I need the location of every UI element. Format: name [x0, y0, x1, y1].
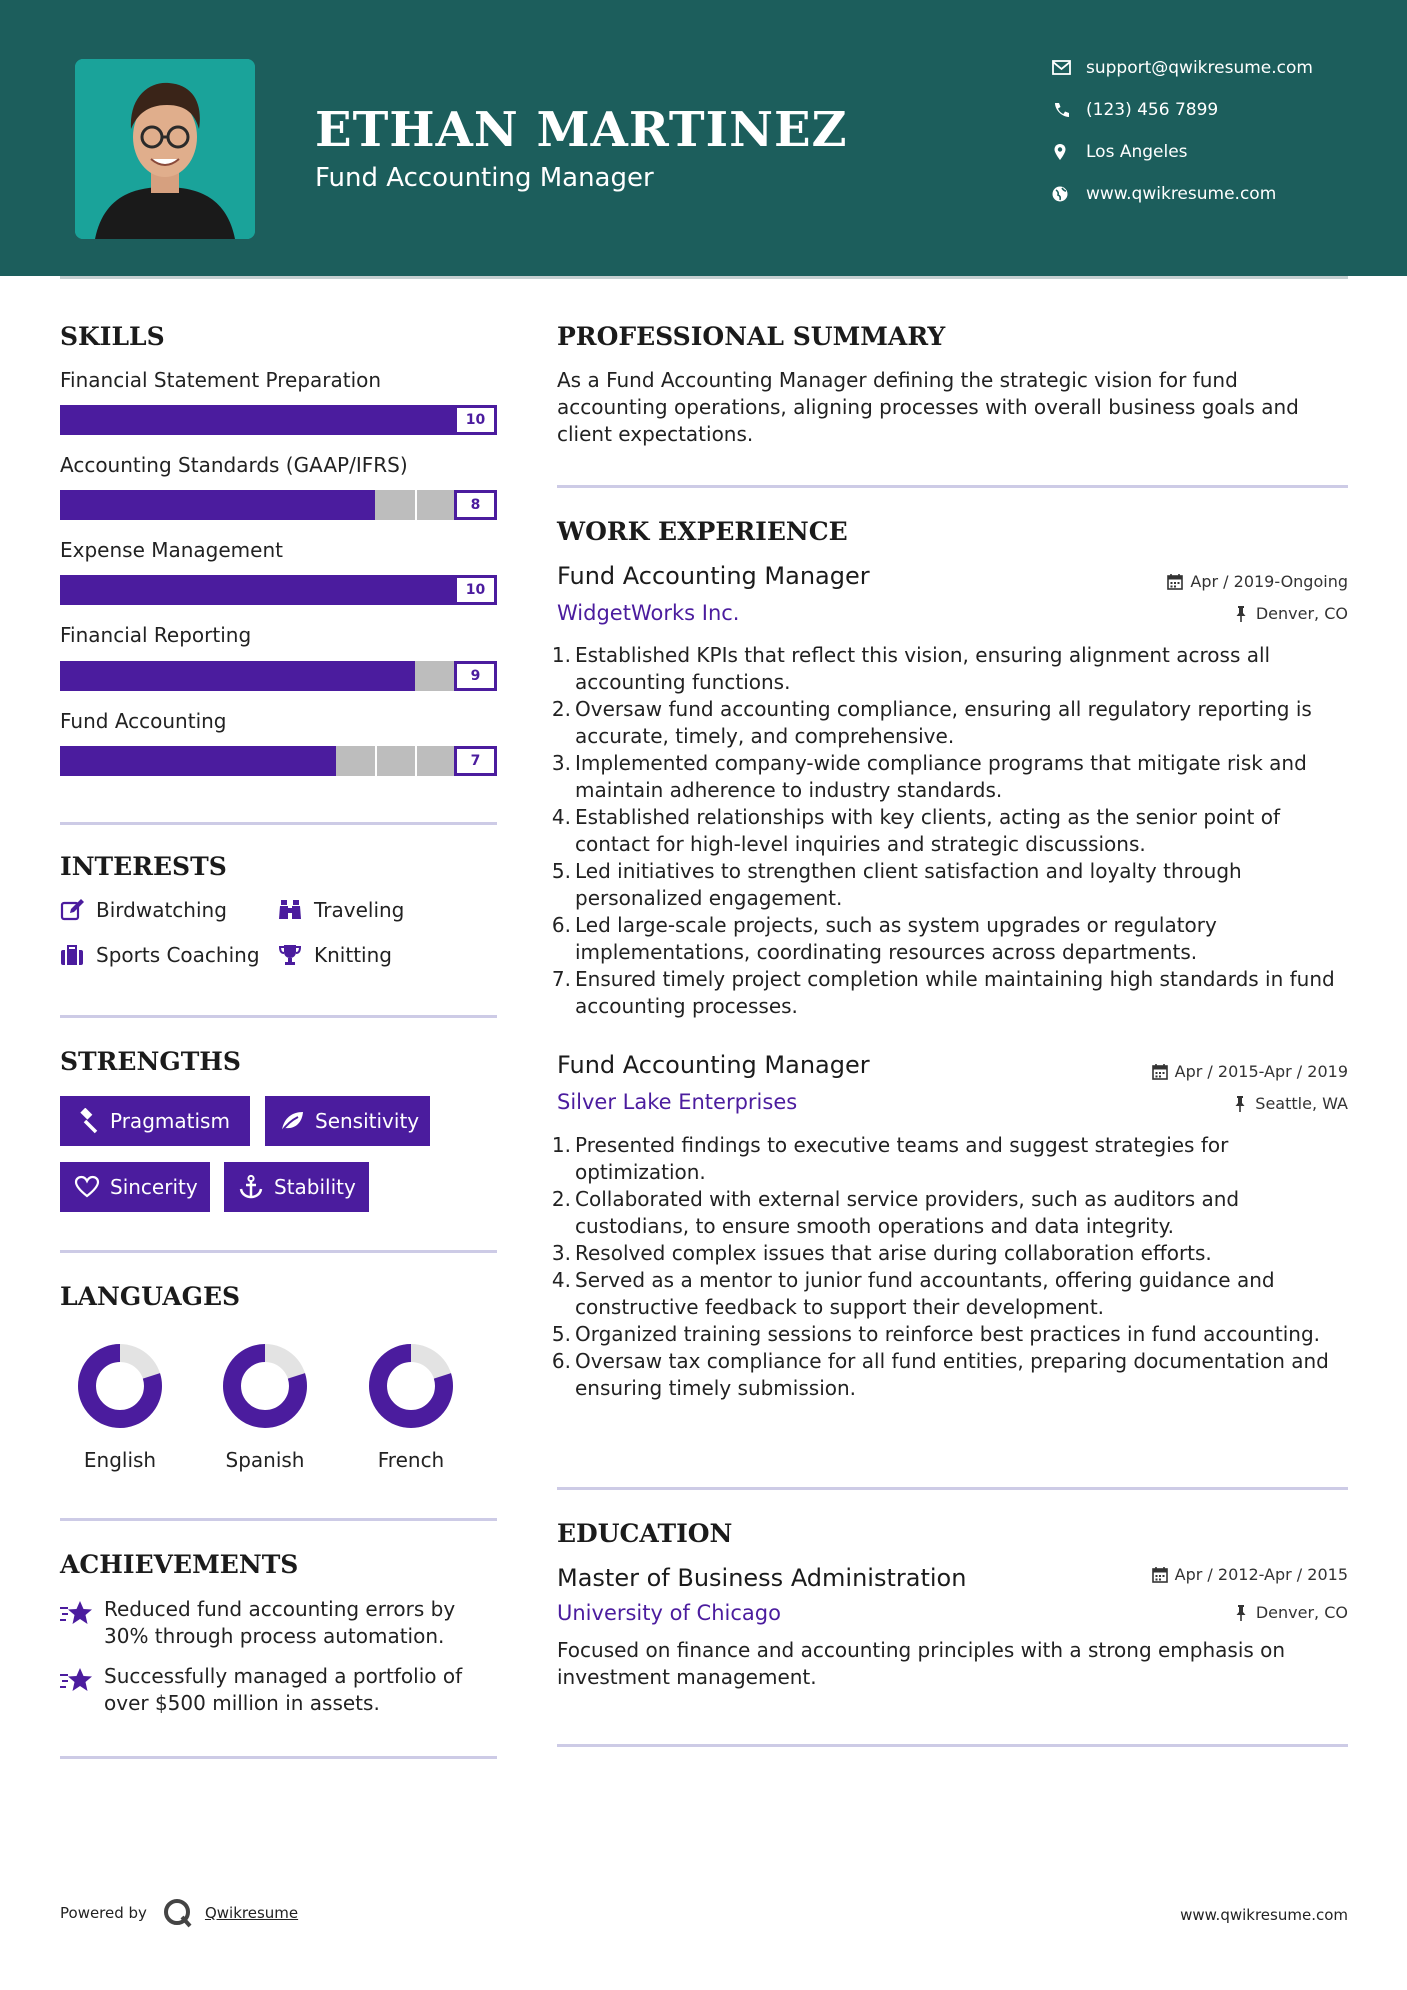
skill-name: Accounting Standards (GAAP/IFRS) — [60, 453, 408, 477]
skill-bar — [60, 575, 497, 605]
responsibility-item: 3. Resolved complex issues that arise during collaboration efforts. — [551, 1241, 1212, 1265]
star-icon — [60, 1598, 94, 1628]
footer-powered-by — [60, 1896, 298, 1930]
skill-bar — [60, 490, 497, 520]
skill-bar-segment — [415, 746, 417, 776]
languages-title: LANGUAGES — [60, 1282, 241, 1311]
experience-title: WORK EXPERIENCE — [557, 517, 848, 546]
summary-title: PROFESSIONAL SUMMARY — [557, 322, 946, 351]
achievement-item — [60, 1663, 500, 1717]
phone-icon — [1050, 100, 1076, 120]
strength-label: Stability — [274, 1175, 356, 1199]
achievement-text: Reduced fund accounting errors by 30% through process automation. — [104, 1597, 456, 1648]
language-level-ring — [221, 1342, 309, 1430]
skill-score: 10 — [454, 405, 497, 435]
strength-badge — [60, 1096, 250, 1146]
interest-label: Knitting — [314, 943, 392, 967]
skill-score: 8 — [454, 490, 497, 520]
interest-item — [60, 898, 227, 922]
strength-badge — [60, 1162, 210, 1212]
language-name: French — [377, 1448, 445, 1472]
strength-badge — [265, 1096, 430, 1146]
job-date — [1166, 572, 1348, 591]
binoculars-icon — [278, 898, 304, 922]
skill-name: Expense Management — [60, 538, 283, 562]
responsibility-item: 5. Organized training sessions to reinforce best practices in fund accounting. — [551, 1322, 1321, 1346]
gavel-icon — [74, 1108, 100, 1134]
resume-header — [0, 0, 1407, 276]
responsibility-item: 1. Established KPIs that reflect this vision, ensuring alignment across all accounting functions. — [551, 643, 1271, 694]
education-description: Focused on finance and accounting principles with a strong emphasis on investment management. — [557, 1638, 1286, 1689]
job-responsibilities — [550, 1132, 1350, 1402]
header-divider — [60, 276, 1348, 279]
envelope-icon — [1050, 58, 1076, 78]
skill-bar — [60, 661, 497, 691]
calendar-icon — [1151, 1063, 1169, 1081]
skill-bar-fill — [60, 405, 454, 435]
skills-title: SKILLS — [60, 322, 165, 351]
interest-label: Sports Coaching — [96, 943, 260, 967]
briefcase-icon — [60, 943, 86, 967]
pushpin-icon — [1232, 1604, 1250, 1622]
section-divider — [557, 485, 1348, 488]
section-divider — [60, 822, 497, 825]
candidate-name: ETHAN MARTINEZ — [315, 102, 848, 158]
interest-item — [278, 943, 392, 967]
responsibility-item: 2. Oversaw fund accounting compliance, ensuring all regulatory reporting is accurate, timely, and comprehensive. — [551, 697, 1312, 748]
section-divider — [557, 1487, 1348, 1490]
responsibility-item: 3. Implemented company-wide compliance programs that mitigate risk and maintain adherence to industry standards. — [551, 751, 1307, 802]
section-divider — [557, 1744, 1348, 1747]
responsibility-item: 6. Led large-scale projects, such as system upgrades or regulatory implementations, coordinating resources across departments. — [551, 913, 1217, 964]
skill-name: Financial Reporting — [60, 623, 252, 647]
achievements-title: ACHIEVEMENTS — [60, 1550, 299, 1579]
interest-label: Traveling — [314, 898, 405, 922]
skill-score: 7 — [454, 746, 497, 776]
skill-name: Fund Accounting — [60, 709, 227, 733]
job-date — [1151, 1062, 1348, 1081]
responsibility-item: 7. Ensured timely project completion while maintaining high standards in fund accounting processes. — [551, 967, 1335, 1018]
heart-icon — [74, 1174, 100, 1200]
education-date-text: Apr / 2012-Apr / 2015 — [1174, 1565, 1348, 1584]
responsibility-item: 4. Established relationships with key clients, acting as the senior point of contact for high-level inquiries and strategic discussions. — [551, 805, 1280, 856]
job-title: Fund Accounting Manager — [557, 1051, 870, 1079]
skill-bar-segment — [415, 490, 417, 520]
globe-icon — [1050, 184, 1076, 204]
pushpin-icon — [1232, 605, 1250, 623]
summary-text: As a Fund Accounting Manager defining the strategic vision for fund accounting operations, aligning processes with overall business goals and client expectations. — [557, 368, 1299, 446]
language-level-ring — [76, 1342, 164, 1430]
skill-score: 10 — [454, 575, 497, 605]
job-location — [1232, 604, 1348, 623]
section-divider — [60, 1518, 497, 1521]
strengths-title: STRENGTHS — [60, 1047, 241, 1076]
powered-by-text: Powered by — [60, 1904, 147, 1922]
responsibility-item: 2. Collaborated with external service providers, such as auditors and custodians, to ensure smooth operations and data integrity. — [551, 1187, 1240, 1238]
job-title: Fund Accounting Manager — [557, 562, 870, 590]
profile-photo — [75, 59, 255, 239]
achievement-text: Successfully managed a portfolio of over $500 million in assets. — [104, 1664, 463, 1715]
language-name: English — [83, 1448, 157, 1472]
strength-label: Sensitivity — [315, 1109, 420, 1133]
job-location-text: Denver, CO — [1255, 604, 1348, 623]
pushpin-icon — [1231, 1095, 1249, 1113]
interests-title: INTERESTS — [60, 852, 227, 881]
education-date — [1151, 1565, 1348, 1584]
language-level-ring — [367, 1342, 455, 1430]
strength-badge — [224, 1162, 369, 1212]
skill-name: Financial Statement Preparation — [60, 368, 382, 392]
responsibility-item: 5. Led initiatives to strengthen client satisfaction and loyalty through personalized engagement. — [551, 859, 1242, 910]
education-location-text: Denver, CO — [1255, 1603, 1348, 1622]
skill-bar — [60, 746, 497, 776]
trophy-icon — [278, 943, 304, 967]
contact-location-text: Los Angeles — [1086, 142, 1188, 162]
map-pin-icon — [1050, 142, 1076, 162]
job-date-text: Apr / 2015-Apr / 2019 — [1174, 1062, 1348, 1081]
education-title: EDUCATION — [557, 1519, 733, 1548]
job-responsibilities — [550, 642, 1350, 1020]
contact-email[interactable] — [1050, 58, 1313, 78]
contact-email-text: support@qwikresume.com — [1086, 58, 1313, 78]
contact-website[interactable] — [1050, 184, 1276, 204]
candidate-role: Fund Accounting Manager — [315, 163, 654, 193]
language-name: Spanish — [225, 1448, 305, 1472]
interest-item — [278, 898, 404, 922]
anchor-icon — [238, 1174, 264, 1200]
edit-icon — [60, 898, 86, 922]
skill-score: 9 — [454, 661, 497, 691]
contact-website-text: www.qwikresume.com — [1086, 184, 1277, 204]
calendar-icon — [1151, 1566, 1169, 1584]
job-location-text: Seattle, WA — [1255, 1094, 1348, 1113]
section-divider — [60, 1250, 497, 1253]
strength-label: Pragmatism — [110, 1109, 230, 1133]
responsibility-item: 4. Served as a mentor to junior fund accountants, offering guidance and constructive feedback to support their development. — [551, 1268, 1275, 1319]
job-date-text: Apr / 2019-Ongoing — [1190, 572, 1348, 591]
job-location — [1231, 1094, 1348, 1113]
leaf-icon — [279, 1108, 305, 1134]
qwikresume-logo-icon — [161, 1896, 195, 1930]
contact-phone-text: (123) 456 7899 — [1086, 100, 1219, 120]
calendar-icon — [1166, 573, 1184, 591]
responsibility-item: 6. Oversaw tax compliance for all fund entities, preparing documentation and ensuring timely submission. — [551, 1349, 1329, 1400]
qwikresume-link[interactable]: Qwikresume — [204, 1904, 299, 1922]
skill-bar-fill — [60, 575, 454, 605]
skill-bar-fill — [60, 490, 375, 520]
contact-phone[interactable] — [1050, 100, 1218, 120]
responsibility-item: 1. Presented findings to executive teams and suggest strategies for optimization. — [551, 1133, 1229, 1184]
school-name: University of Chicago — [557, 1601, 781, 1625]
interest-item — [60, 943, 260, 967]
achievement-item — [60, 1596, 500, 1650]
skill-bar-fill — [60, 661, 415, 691]
skill-bar-fill — [60, 746, 336, 776]
company-name: WidgetWorks Inc. — [557, 601, 740, 625]
star-icon — [60, 1665, 94, 1695]
strength-label: Sincerity — [110, 1175, 198, 1199]
footer-url[interactable]: www.qwikresume.com — [1180, 1906, 1348, 1924]
skill-bar — [60, 405, 497, 435]
interest-label: Birdwatching — [96, 898, 227, 922]
education-location — [1232, 1603, 1348, 1622]
contact-location — [1050, 142, 1188, 162]
section-divider — [60, 1756, 497, 1759]
section-divider — [60, 1015, 497, 1018]
company-name: Silver Lake Enterprises — [557, 1090, 798, 1114]
skill-bar-segment — [375, 746, 377, 776]
degree-title: Master of Business Administration — [557, 1564, 967, 1592]
